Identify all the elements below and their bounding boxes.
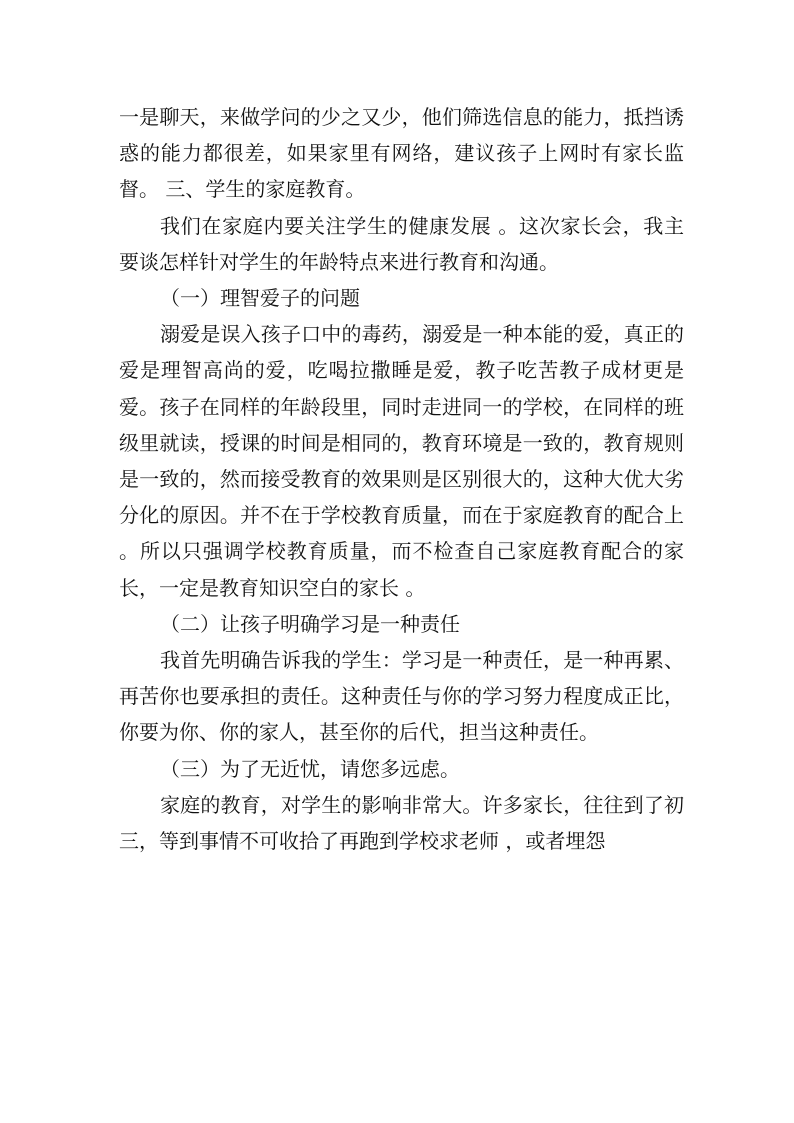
- paragraph-family-education-intro: 我们在家庭内要关注学生的健康发展 。这次家长会，我主要谈怎样针对学生的年龄特点来进行教育和沟通。: [119, 213, 684, 274]
- section-heading-1: （一）理智爱子的问题: [160, 286, 360, 311]
- paragraph-spoiling: 溺爱是误入孩子口中的毒药，溺爱是一种本能的爱，真正的爱是理智高尚的爱，吃喝拉撒睡是爱，教子吃苦教子成材更是爱。孩子在同样的年龄段里，同时走进同一的学校，在同样的班级里就读，授课的时间是相同的，教育环境是一致的，教育规则是一致的，然而接受教育的效果则是区别很大的，这种大优大劣分化的原因。并不在于学校教育质量，而在于家庭教育的配合上 。所以只强调学校教育质量，而不检查自己家庭教育配合的家长，一定是教育知识空白的家长 。: [119, 322, 684, 600]
- paragraph-family-impact: 家庭的教育，对学生的影响非常大。许多家长，往往到了初三，等到事情不可收拾了再跑到学校求老师 ，或者埋怨: [119, 792, 684, 854]
- document-body: [119, 99, 684, 859]
- section-heading-2: （二）让孩子明确学习是一种责任: [160, 611, 460, 636]
- paragraph-continuation: 一是聊天，来做学问的少之又少，他们筛选信息的能力，抵挡诱惑的能力都很差，如果家里有网络，建议孩子上网时有家长监督。 三、学生的家庭教育。: [119, 105, 684, 202]
- section-heading-3: （三）为了无近忧，请您多远虑。: [160, 756, 460, 781]
- paragraph-responsibility: 我首先明确告诉我的学生：学习是一种责任，是一种再累、再苦你也要承担的责任。这种责任与你的学习努力程度成正比，你要为你、你的家人，甚至你的后代，担当这种责任。: [119, 648, 684, 745]
